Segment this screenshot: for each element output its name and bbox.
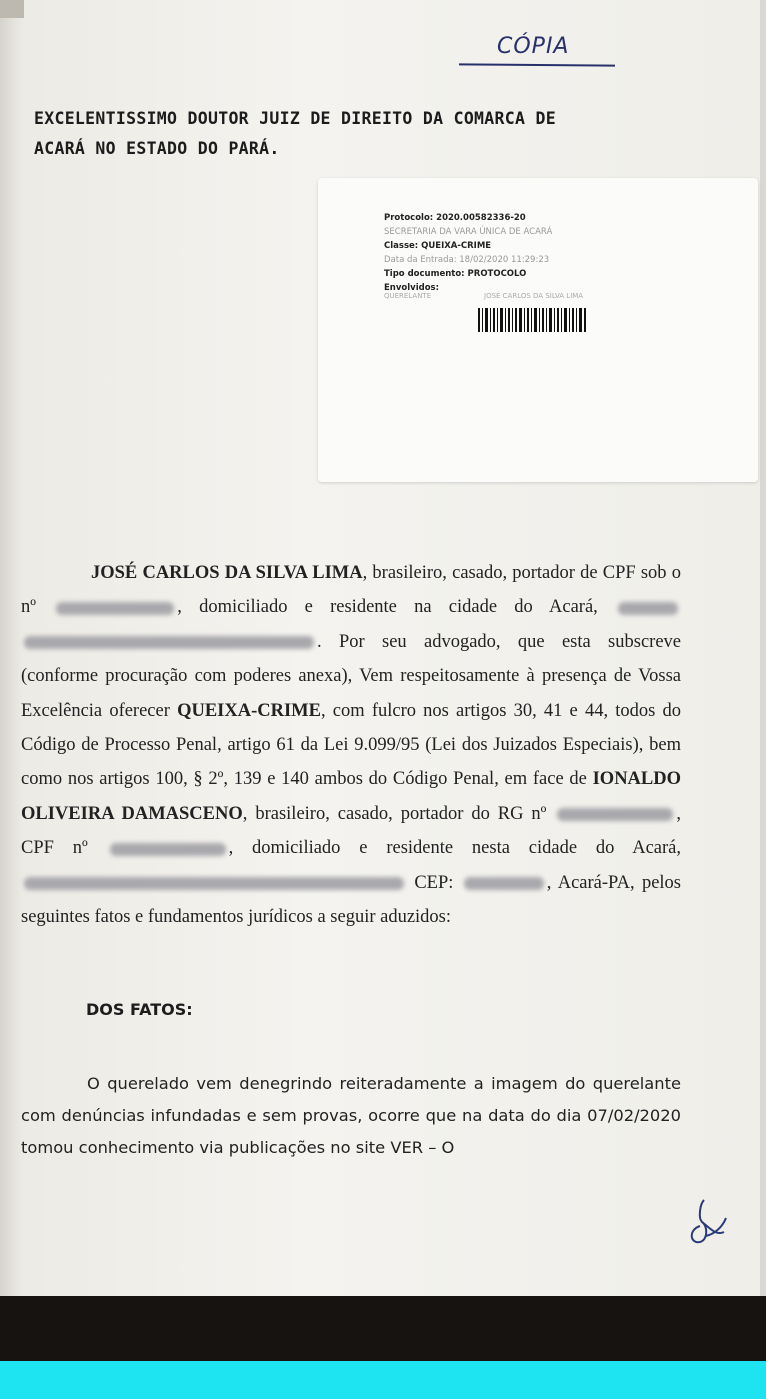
document-heading [34,104,694,164]
stamp-details [384,211,552,295]
stamp-secretariat: SECRETARIA DA VARA ÚNICA DE ACARÁ [384,227,553,237]
text-segment: , CPF nº [21,803,681,859]
text-segment: , domiciliado e residente nesta cidade do Acará, [228,838,682,859]
text-segment: , brasileiro, casado, portador do RG nº [242,803,547,824]
stamp-involved: Envolvidos: [384,283,439,293]
stamp-class: Classe: QUEIXA-CRIME [384,241,492,251]
text-segment: , domiciliado e residente na cidade do Acará, [177,597,598,618]
copy-handwritten-mark: CÓPIA [497,34,570,59]
plaintiff-name: JOSÉ CARLOS DA SILVA LIMA [91,563,363,583]
stamp-doc-type: Tipo documento: PROTOCOLO [384,269,527,279]
text-segment: , Acará-PA, pelos seguintes fatos e fundamentos jurídicos a seguir aduzidos: [21,872,681,928]
action-type: QUEIXA-CRIME [177,700,321,721]
text-segment: CEP: [414,872,454,893]
heading-line-1: EXCELENTISSIMO DOUTOR JUIZ DE DIREITO DA COMARCA DE [34,109,556,128]
redacted-rg [557,808,673,821]
barcode-icon [478,308,588,332]
facts-text: O querelado vem denegrindo reiteradamente a imagem do querelante com denúncias infundadas e sem provas, ocorre que na data do dia 07/02/2020 tomou conhecimento via publicações no site VER – O [21,1074,681,1157]
stamp-entry-date: Data da Entrada: 18/02/2020 11:29:23 [384,255,550,265]
text-segment: . Por seu advogado, que esta subscreve (conforme procuração com poderes anexa), Vem respeitosamente à presença de Vossa Excelência oferecer [21,631,681,721]
stamp-role: QUERELANTE [384,292,432,300]
defendant-name: IONALDO OLIVEIRA DAMASCENO [21,769,682,824]
redacted-cpf [56,602,174,615]
facts-paragraph [21,1068,681,1164]
handwritten-initials-icon [686,1196,734,1248]
page-fold-shadow [0,0,22,1296]
redacted-cpf [110,843,226,856]
redacted-address [24,877,404,890]
petition-body [21,556,681,934]
page-corner-mark [0,0,24,18]
heading-line-2: ACARÁ NO ESTADO DO PARÁ. [34,139,280,158]
stamp-party-row [384,292,684,300]
section-title: DOS FATOS: [86,1000,193,1019]
stamp-protocol: Protocolo: 2020.00582336-20 [384,213,526,223]
text-segment: , brasileiro, casado, portador de CPF sob o nº [21,563,681,618]
text-segment: , com fulcro nos artigos 30, 41 e 44, todos do Código de Processo Penal, artigo 61 da Lei 9.099/95 (Lei dos Juizados Especiais), bem como nos artigos 100, § 2º, 139 e 140 ambos do Código Penal, em face de [21,700,682,790]
redacted-address [618,602,678,615]
copy-underline [459,63,615,66]
stamp-party: JOSÉ CARLOS DA SILVA LIMA [484,292,584,300]
dark-surface [0,1296,766,1361]
cyan-bar [0,1361,766,1399]
protocol-stamp [318,178,758,482]
redacted-address [24,636,314,649]
petition-paragraph [21,556,681,934]
redacted-cep [464,877,544,890]
